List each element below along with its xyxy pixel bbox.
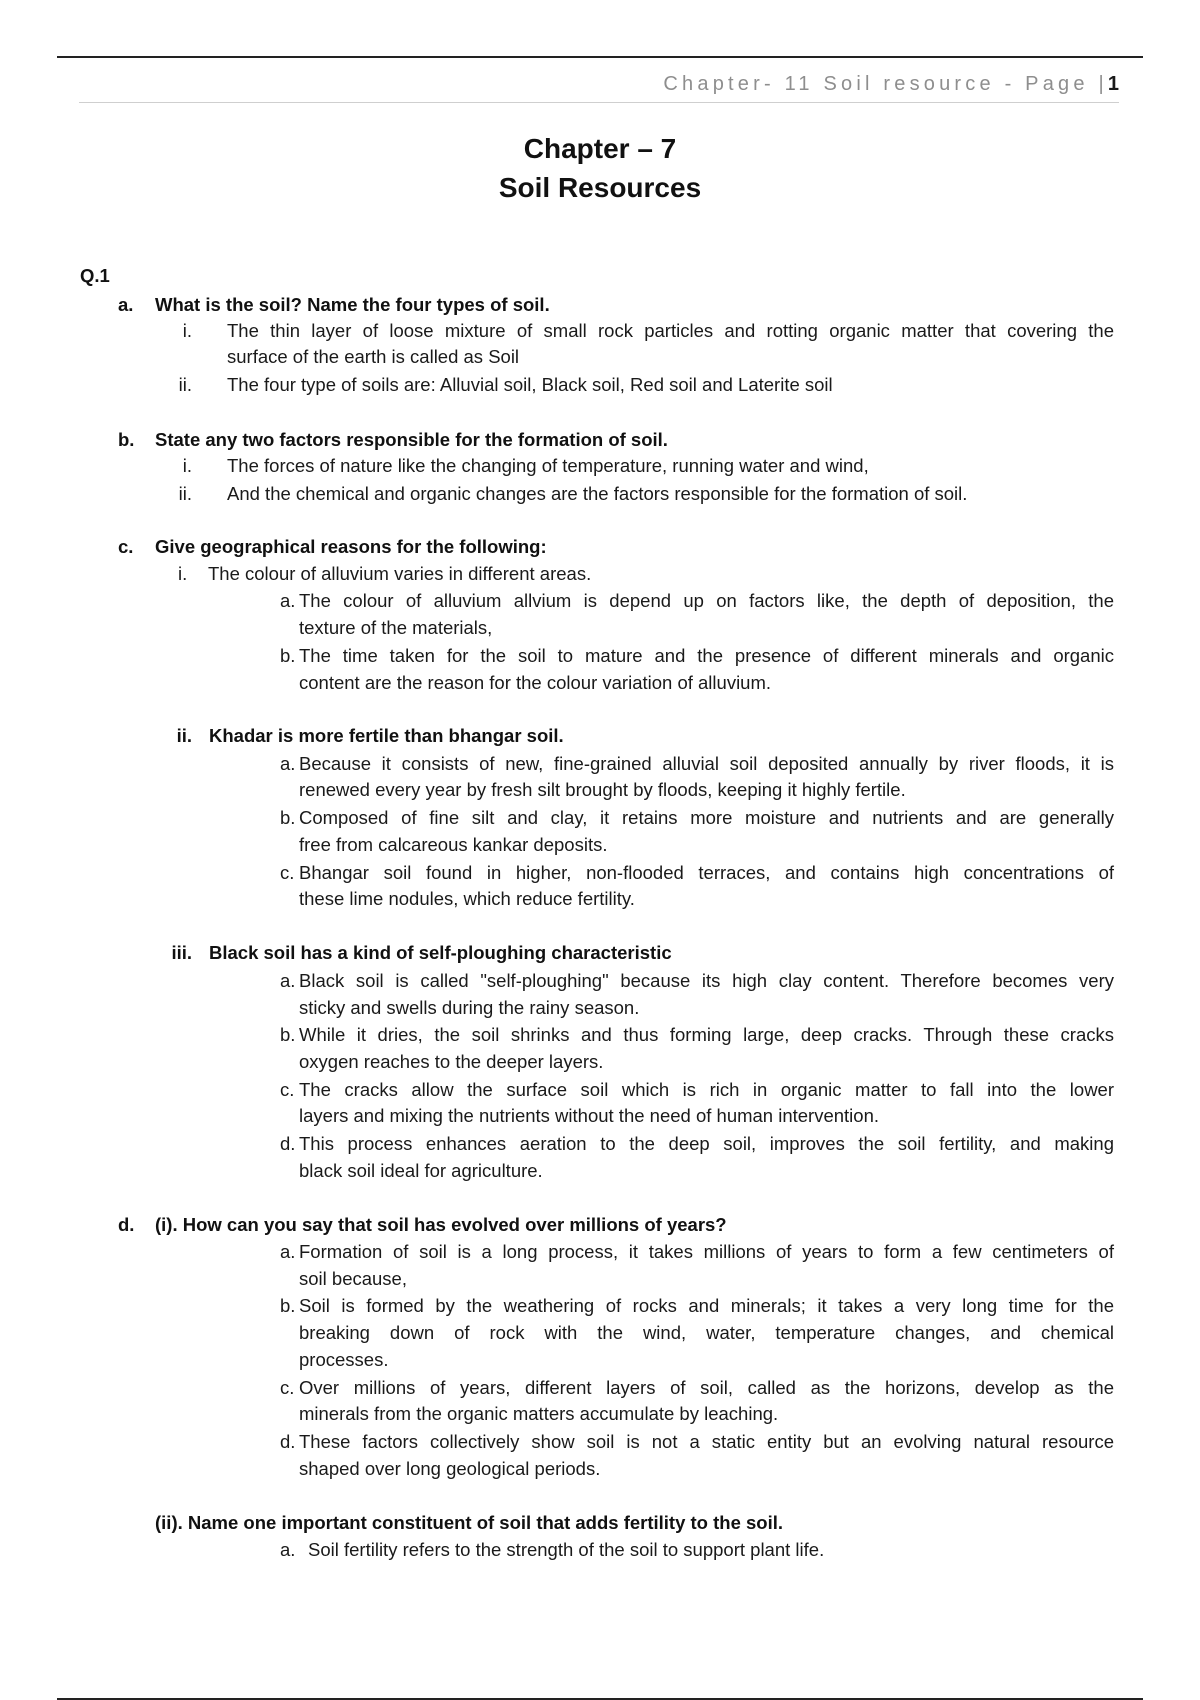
subquestion-label-d: d. (118, 1214, 135, 1235)
point-line: these lime nodules, which reduce fertility. (299, 888, 635, 909)
subquestion-label-a: a. (118, 294, 134, 315)
page-number: 1 (1107, 73, 1119, 95)
answer-line: The forces of nature like the changing of temperature, running water and wind, (227, 455, 869, 476)
point-line: layers and mixing the nutrients without the need of human intervention. (299, 1105, 880, 1126)
point-line: The time taken for the soil to mature and the presence of different minerals and organic (299, 645, 1114, 666)
part-label: ii. (176, 725, 192, 746)
subquestion-d-part1-text: (i). How can you say that soil has evolved over millions of years? (155, 1214, 727, 1235)
answer-line: surface of the earth is called as Soil (227, 346, 520, 367)
point-line: The cracks allow the surface soil which is rich in organic matter to fall into the lower (299, 1079, 1114, 1100)
answer-line: The thin layer of loose mixture of small rock particles and rotting organic matter that covering the (227, 320, 1114, 341)
header-rule (79, 102, 1119, 103)
point-line: Formation of soil is a long process, it takes millions of years to form a few centimeters of (299, 1241, 1114, 1262)
part-statement: Black soil has a kind of self-ploughing characteristic (209, 942, 672, 963)
point-label: d. (280, 1431, 296, 1452)
answer-label: ii. (178, 374, 192, 395)
point-label: c. (280, 1377, 295, 1398)
answer-line: And the chemical and organic changes are the factors responsible for the formation of soil. (227, 483, 968, 504)
point-line: soil because, (299, 1268, 407, 1289)
part-statement: The colour of alluvium varies in different areas. (208, 563, 592, 584)
point-label: a. (280, 590, 296, 611)
answer-label: i. (182, 320, 192, 341)
point-line: content are the reason for the colour variation of alluvium. (299, 672, 772, 693)
point-line: Bhangar soil found in higher, non-flooded terraces, and contains high concentrations of (299, 862, 1114, 883)
part-label: iii. (171, 942, 192, 963)
top-rule (57, 56, 1143, 58)
point-line: Composed of fine silt and clay, it retains more moisture and nutrients and are generally (299, 807, 1114, 828)
header-separator: | (1098, 73, 1108, 95)
point-label: a. (280, 753, 296, 774)
point-line: sticky and swells during the rainy season. (299, 997, 640, 1018)
subquestion-a-text: What is the soil? Name the four types of soil. (155, 294, 550, 315)
chapter-subject: Soil Resources (498, 172, 702, 203)
chapter-title: Chapter – 7 (523, 133, 677, 164)
point-line: The colour of alluvium allvium is depend up on factors like, the depth of deposition, the (299, 590, 1114, 611)
point-line: While it dries, the soil shrinks and thus forming large, deep cracks. Through these cracks (299, 1024, 1114, 1045)
point-line: renewed every year by fresh silt brought by floods, keeping it highly fertile. (299, 779, 906, 800)
point-label: b. (280, 807, 296, 828)
running-header (79, 73, 1119, 96)
answer-label: ii. (178, 483, 192, 504)
point-label: a. (280, 1241, 296, 1262)
subquestion-c-text: Give geographical reasons for the following: (155, 536, 547, 557)
point-line: breaking down of rock with the wind, water, temperature changes, and chemical (299, 1322, 1114, 1343)
point-line: black soil ideal for agriculture. (299, 1160, 543, 1181)
point-line: minerals from the organic matters accumulate by leaching. (299, 1403, 779, 1424)
point-label: d. (280, 1133, 296, 1154)
subquestion-label-c: c. (118, 536, 134, 557)
subquestion-label-b: b. (118, 429, 135, 450)
point-line: Soil fertility refers to the strength of the soil to support plant life. (308, 1539, 825, 1560)
point-label: a. (280, 970, 296, 991)
running-title: Chapter- 11 Soil resource - Page (663, 73, 1089, 95)
point-line: Because it consists of new, fine-grained alluvial soil deposited annually by river floods, it is (299, 753, 1114, 774)
answer-line: The four type of soils are: Alluvial soil, Black soil, Red soil and Laterite soil (227, 374, 833, 395)
point-line: Black soil is called "self-ploughing" because its high clay content. Therefore becomes very (299, 970, 1114, 991)
point-line: These factors collectively show soil is not a static entity but an evolving natural resource (299, 1431, 1114, 1452)
point-line: oxygen reaches to the deeper layers. (299, 1051, 604, 1072)
part-label: i. (178, 563, 188, 584)
question-label: Q.1 (80, 265, 110, 286)
point-label: b. (280, 1295, 296, 1316)
point-label: b. (280, 645, 296, 666)
point-line: Over millions of years, different layers of soil, called as the horizons, develop as the (299, 1377, 1114, 1398)
point-line: texture of the materials, (299, 617, 493, 638)
part-statement: Khadar is more fertile than bhangar soil. (209, 725, 564, 746)
point-line: shaped over long geological periods. (299, 1458, 601, 1479)
point-label: b. (280, 1024, 296, 1045)
answer-label: i. (182, 455, 192, 476)
point-line: Soil is formed by the weathering of rocks and minerals; it takes a very long time for the (299, 1295, 1114, 1316)
subquestion-b-text: State any two factors responsible for the formation of soil. (155, 429, 668, 450)
point-label: a. (280, 1539, 296, 1560)
point-label: c. (280, 1079, 295, 1100)
point-line: processes. (299, 1349, 389, 1370)
point-line: free from calcareous kankar deposits. (299, 834, 608, 855)
subquestion-d-part2-text: (ii). Name one important constituent of soil that adds fertility to the soil. (155, 1512, 784, 1533)
point-label: c. (280, 862, 295, 883)
point-line: This process enhances aeration to the deep soil, improves the soil fertility, and making (299, 1133, 1114, 1154)
